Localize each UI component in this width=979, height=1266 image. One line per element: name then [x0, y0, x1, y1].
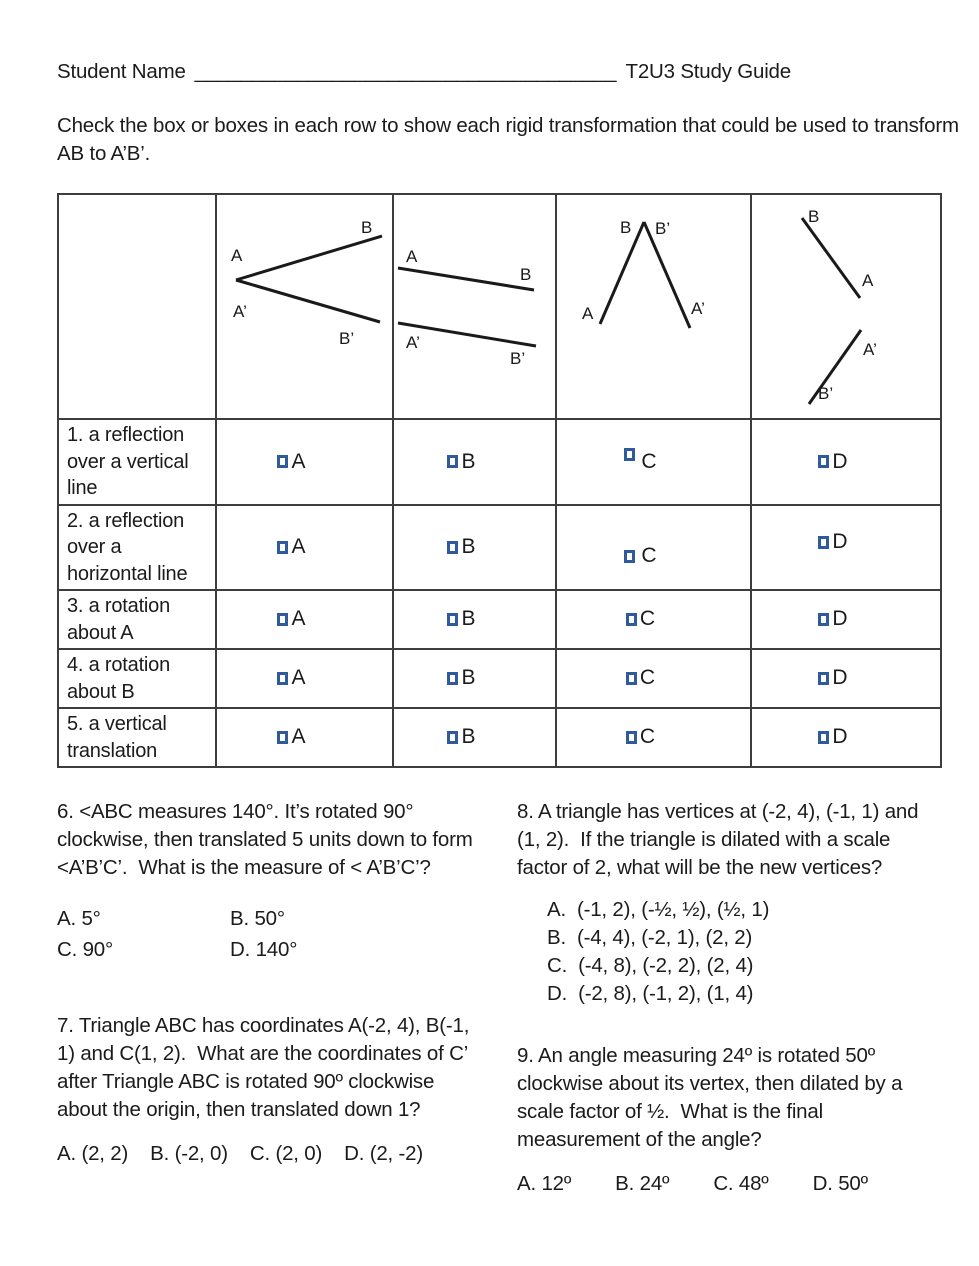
option-row1-c [624, 448, 656, 476]
option-row5-a [277, 723, 305, 751]
option-row3-c [626, 605, 655, 633]
point-label-a-prime: A’ [863, 340, 877, 359]
point-label-b-prime: B’ [510, 349, 526, 368]
option-row5-b [447, 723, 475, 751]
segment-a2b2 [236, 280, 380, 322]
checkbox-row5-b[interactable] [447, 731, 458, 744]
q7-answer-a: A. (2, 2) [57, 1142, 129, 1165]
table-row [58, 590, 941, 649]
option-letter: B [461, 535, 476, 558]
checkbox-row4-d[interactable] [818, 672, 829, 685]
option-letter: B [461, 449, 476, 473]
checkbox-row3-a[interactable] [277, 613, 288, 626]
figure-a-svg [217, 195, 390, 416]
q9-answer-c: C. 48º [713, 1172, 769, 1195]
question-7 [57, 1012, 477, 1168]
question-7-text: 7. Triangle ABC has coordinates A(-2, 4), B(-1, 1) and C(1, 2). What are the coordinates of C’ after Triangle ABC is rotated 90º clockwise about the origin, then translated down 1? [57, 1014, 475, 1121]
diagram-cell-b [393, 194, 556, 419]
questions-section [57, 798, 979, 1198]
question-8-text: 8. A triangle has vertices at (-2, 4), (-1, 1) and (1, 2). If the triangle is dilated with a scale factor of 2, what will be the new vertices? [517, 800, 924, 879]
question-9-answers [517, 1170, 942, 1198]
checkbox-row1-a[interactable] [277, 455, 288, 468]
option-letter: C [639, 607, 656, 631]
checkbox-row3-d[interactable] [818, 613, 829, 626]
option-row2-b [447, 533, 475, 561]
question-6 [57, 798, 477, 964]
row-label-4: 4. a rotation about B [58, 649, 216, 708]
diagram-cell-d [751, 194, 941, 419]
point-label-b-prime: B’ [818, 384, 834, 403]
figure-b-svg [394, 195, 553, 416]
question-9 [517, 1042, 942, 1198]
row-label-5: 5. a vertical translation [58, 708, 216, 767]
row-label-2: 2. a reflection over a horizontal line [58, 505, 216, 591]
question-7-answers [57, 1140, 477, 1168]
option-row2-c [624, 542, 656, 570]
row-label-3: 3. a rotation about A [58, 590, 216, 649]
option-row4-c [626, 664, 655, 692]
option-letter: A [291, 449, 306, 473]
segment-a2b2 [809, 330, 861, 404]
segment-ab [236, 236, 382, 280]
option-letter: C [641, 449, 657, 473]
option-letter: B [461, 666, 476, 690]
header-row [57, 58, 979, 86]
point-label-b: B [520, 265, 532, 284]
option-letter: D [832, 530, 848, 553]
point-label-b: B [620, 218, 632, 237]
q8-answer-b: B. (-4, 4), (-2, 1), (2, 2) [547, 926, 753, 949]
row-label-1: 1. a reflection over a vertical line [58, 419, 216, 505]
option-letter: C [641, 544, 657, 567]
option-row5-d [818, 723, 847, 751]
question-9-text: 9. An angle measuring 24º is rotated 50º clockwise about its vertex, then dilated by a scale factor of ½. What is the final measurement of the angle? [517, 1044, 908, 1151]
checkbox-row4-a[interactable] [277, 672, 288, 685]
option-row2-d [818, 528, 847, 556]
point-label-b-prime: B’ [655, 219, 671, 238]
checkbox-row3-b[interactable] [447, 613, 458, 626]
checkbox-row2-b[interactable] [447, 541, 458, 554]
table-row [58, 505, 941, 591]
student-name-label: Student Name [57, 60, 186, 83]
point-label-a: A [582, 304, 594, 323]
option-letter: D [832, 666, 848, 690]
option-row1-d [818, 448, 847, 476]
option-letter: B [461, 725, 476, 749]
q7-answer-d: D. (2, -2) [344, 1142, 423, 1165]
table-row [58, 649, 941, 708]
q7-answer-c: C. (2, 0) [249, 1142, 323, 1165]
instructions-text: Check the box or boxes in each row to show each rigid transformation that could be used to transform AB to A’B’. [57, 114, 964, 165]
q8-answer-a: A. (-1, 2), (-½, ½), (½, 1) [547, 898, 770, 921]
table-row [58, 419, 941, 505]
checkbox-row5-d[interactable] [818, 731, 829, 744]
option-row2-a [277, 533, 305, 561]
option-row4-a [277, 664, 305, 692]
question-6-answers [57, 904, 477, 964]
checkbox-row3-c[interactable] [626, 613, 637, 626]
transformation-table [57, 193, 942, 768]
question-6-text: 6. <ABC measures 140°. It’s rotated 90° clockwise, then translated 5 units down to form <A’B’C’. What is the measure of < A’B’C’? [57, 800, 479, 879]
q9-answer-d: D. 50º [812, 1172, 868, 1195]
option-letter: D [832, 449, 848, 473]
option-row3-b [447, 605, 475, 633]
segment-ab [600, 222, 644, 324]
diagram-row [58, 194, 941, 419]
diagram-cell-a [216, 194, 393, 419]
q7-answer-b: B. (-2, 0) [150, 1142, 228, 1165]
q6-answer-a: A. 5° [57, 907, 101, 930]
q6-answer-b: B. 50° [230, 907, 285, 930]
segment-ab [802, 218, 860, 298]
q9-answer-a: A. 12º [517, 1172, 572, 1195]
option-letter: A [291, 666, 306, 690]
point-label-b: B [361, 218, 373, 237]
checkbox-row5-a[interactable] [277, 731, 288, 744]
checkbox-row1-d[interactable] [818, 455, 829, 468]
diagram-cell-c [556, 194, 751, 419]
figure-c-svg [557, 195, 748, 416]
student-name-blank[interactable]: _____________________________________ [194, 60, 617, 83]
option-letter: A [291, 535, 306, 558]
option-letter: A [291, 725, 306, 749]
option-letter: C [639, 725, 656, 749]
point-label-a: A [406, 247, 418, 266]
q9-answer-b: B. 24º [615, 1172, 670, 1195]
point-label-a: A [231, 246, 243, 265]
option-letter: A [291, 607, 306, 631]
checkbox-row4-c[interactable] [626, 672, 637, 685]
option-row4-d [818, 664, 847, 692]
q8-answer-c: C. (-4, 8), (-2, 2), (2, 4) [547, 954, 754, 977]
option-letter: C [639, 666, 656, 690]
point-label-a-prime: A’ [691, 299, 705, 318]
doc-title: T2U3 Study Guide [625, 60, 791, 83]
point-label-b: B [808, 207, 820, 226]
checkbox-row1-c[interactable] [624, 448, 635, 461]
checkbox-row2-c[interactable] [624, 550, 635, 563]
option-row3-d [818, 605, 847, 633]
empty-corner-cell [58, 194, 216, 419]
option-letter: D [832, 725, 848, 749]
option-row3-a [277, 605, 305, 633]
table-row [58, 708, 941, 767]
q8-answer-d: D. (-2, 8), (-1, 2), (1, 4) [547, 982, 754, 1005]
option-row4-b [447, 664, 475, 692]
question-8 [517, 798, 942, 1008]
option-row1-b [447, 448, 475, 476]
point-label-a-prime: A’ [233, 302, 247, 321]
point-label-a-prime: A’ [406, 333, 420, 352]
checkbox-row5-c[interactable] [626, 731, 637, 744]
option-row5-c [626, 723, 655, 751]
checkbox-row2-a[interactable] [277, 541, 288, 554]
q6-answer-d: D. 140° [230, 938, 298, 961]
q6-answer-c: C. 90° [57, 938, 113, 961]
segment-ab [398, 268, 534, 290]
question-8-answers [517, 896, 942, 1008]
point-label-b-prime: B’ [339, 329, 355, 348]
option-letter: B [461, 607, 476, 631]
checkbox-row2-d[interactable] [818, 536, 829, 549]
checkbox-row1-b[interactable] [447, 455, 458, 468]
checkbox-row4-b[interactable] [447, 672, 458, 685]
figure-d-svg [752, 195, 938, 416]
option-letter: D [832, 607, 848, 631]
option-row1-a [277, 448, 305, 476]
point-label-a: A [862, 271, 874, 290]
